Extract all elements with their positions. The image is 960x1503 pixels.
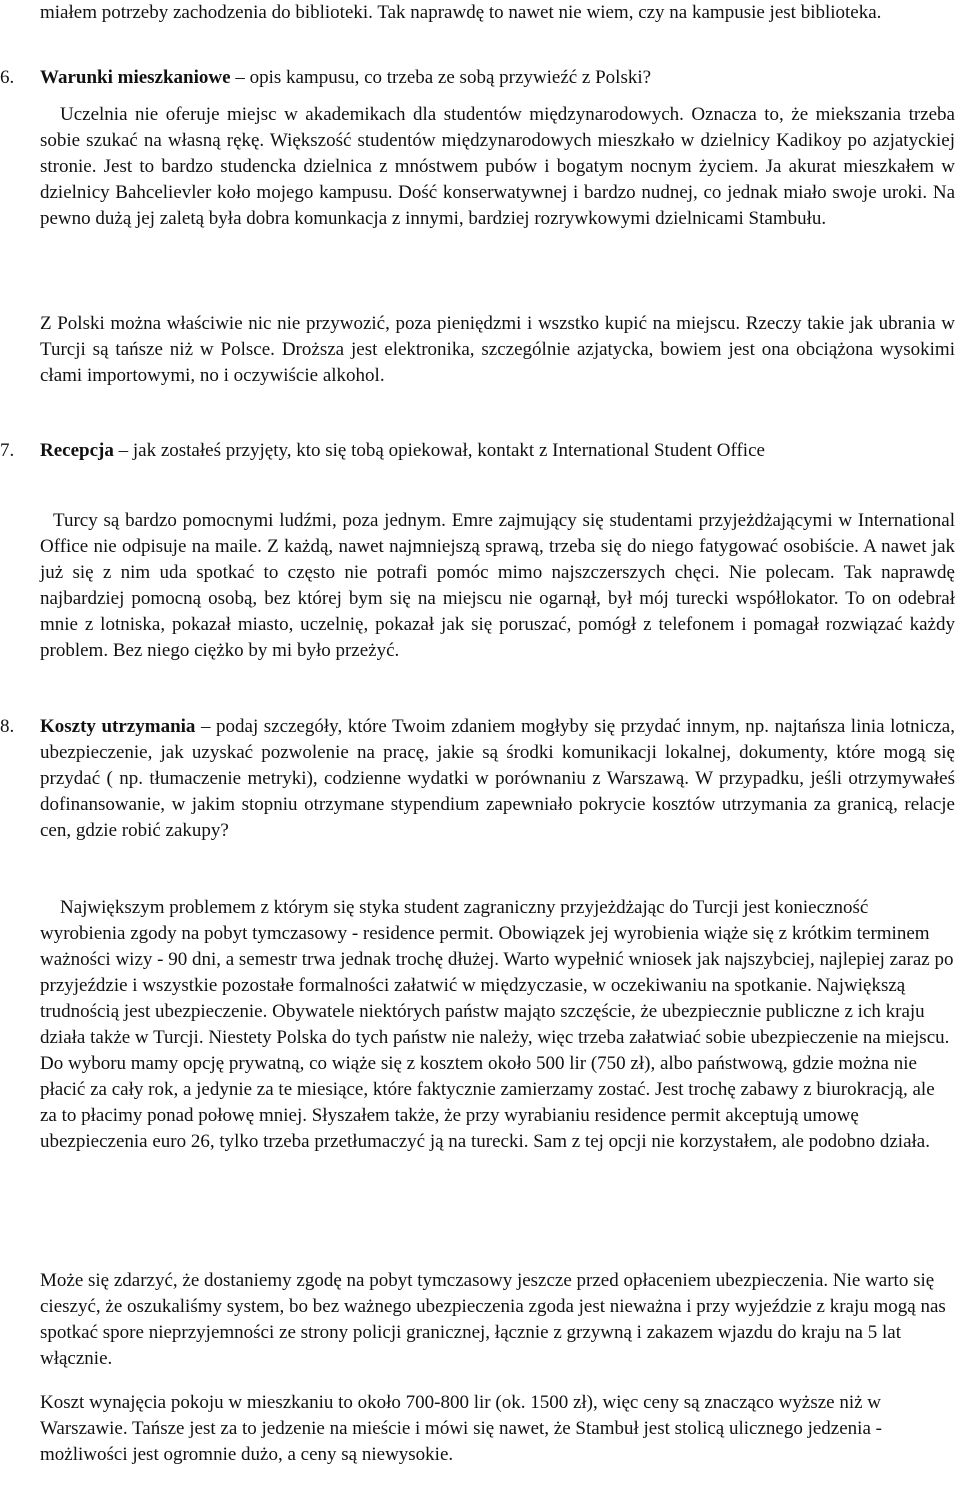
paragraph-insurance-warning: Może się zdarzyć, że dostaniemy zgodę na pobyt tymczasowy jeszcze przed opłaceniem ubezpieczenia. Nie warto się cieszyć, że oszukaliśmy system, bo bez ważnego ubezpieczenia zgoda jest nieważna i przy wyjeździe z kraju mogą nas spotkać spore nieprzyjemności ze strony policji granicznej, łącznie z grzywną i zakazem wjazdu do kraju na 5 lat włącznie. — [40, 1270, 946, 1369]
paragraph-what-to-bring: Z Polski można właściwie nic nie przywozić, poza pieniędzmi i wszstko kupić na miejscu. Rzeczy takie jak ubrania w Turcji są tańsze niż w Polsce. Droższa jest elektronika, szczególnie azjatycka, bowiem jest ona obciążona wysokimi cłami importowymi, no i oczywiście alkohol. — [40, 313, 955, 386]
section-prompt: – jak zostałeś przyjęty, kto się tobą opiekował, kontakt z International Student Office — [113, 440, 765, 461]
section-title: Warunki mieszkaniowe — [40, 67, 231, 88]
paragraph-intro: miałem potrzeby zachodzenia do biblioteki. Tak naprawdę to nawet nie wiem, czy na kampusie jest biblioteka. — [40, 2, 882, 23]
section-title: Recepcja — [40, 440, 114, 461]
paragraph-residence-permit: Największym problemem z którym się styka student zagraniczny przyjeżdżając do Turcji jest konieczność wyrobienia zgody na pobyt tymczasowy - residence permit. Obowiązek jej wyrobienia wiąże się z krótkim terminem ważności wizy - 90 dni, a semestr trwa jednak trochę dłużej. Warto wypełnić wniosek jak najszybciej, najlepiej zaraz po przyjeździe i wszystkie pozostałe formalności załatwić w międzyczasie, w oczekiwaniu na spotkanie. Największą trudnością jest ubezpieczenie. Obywatele niektórych państw mająto szczęście, że ubezpiecznie publiczne z ich kraju działa także w Turcji. Niestety Polska do tych państw nie należy, więc trzeba załatwiać sobie ubezpieczenie na miejscu. Do wyboru mamy opcję prywatną, co wiąże się z kosztem około 500 lir (750 zł), albo państwową, gdzie można nie płacić za cały rok, a jedynie za te miesiące, które faktycznie zamierzamy zostać. Jest trochę zabawy z biurokracją, ale za to płacimy ponad połowę mniej. Słyszałem także, że przy wyrabianiu residence permit akceptują umowę ubezpieczenia euro 26, tylko trzeba przetłumaczyć ją na turecki. Sam z tej opcji nie korzystałem, ale podobno działa. — [40, 897, 954, 1152]
paragraph-living-costs: Koszt wynajęcia pokoju w mieszkaniu to około 700-800 lir (ok. 1500 zł), więc ceny są znacząco wyższe niż w Warszawie. Tańsze jest za to jedzenie na mieście i mówi się nawet, że Stambuł jest stolicą ulicznego jedzenia - możliwości jest ogromnie dużo, a ceny są niewysokie. — [40, 1392, 882, 1465]
section-prompt: – podaj szczegóły, które Twoim zdaniem mogłyby się przydać innym, np. najtańsza linia lotnicza, ubezpieczenie, jak uzyskać pozwolenie na pracę, jakie są środki komunikacji lokalnej, dokumenty, które mogą się przydać ( np. tłumaczenie metryki), codzienne wydatki w porównaniu z Warszawą. W przypadku, jeśli otrzymywałeś dofinansowanie, w jakim stopniu otrzymane stypendium zapewniało pokrycie kosztów utrzymania za granicą, relacje cen, gdzie robić zakupy? — [40, 716, 955, 841]
section-number: 7. — [0, 440, 15, 461]
paragraph-housing: Uczelnia nie oferuje miejsc w akademikach dla studentów międzynarodowych. Oznacza to, że miekszania trzeba sobie szukać na własną rękę. Większość studentów międzynarodowych mieszkało w dzielnicy Kadikoy po azjatyckiej stronie. Jest to bardzo studencka dzielnica z mnóstwem pubów i bogatym nocnym życiem. Ja akurat mieszkałem w dzielnicy Bahcelievler koło mojego kampusu. Dość konserwatywnej i bardzo nudnej, co jednak miało swoje uroki. Na pewno dużą jej zaletą była dobra komunkacja z innymi, bardziej rozrywkowymi dzielnicami Stambułu. — [40, 104, 955, 229]
section-number: 6. — [0, 67, 15, 88]
section-number: 8. — [0, 716, 15, 737]
section-prompt: – opis kampusu, co trzeba ze sobą przywieźć z Polski? — [230, 67, 652, 88]
section-title: Koszty utrzymania — [40, 716, 196, 737]
paragraph-reception: Turcy są bardzo pomocnymi ludźmi, poza jednym. Emre zajmujący się studentami przyjeżdżającymi w International Office nie odpisuje na maile. Z każdą, nawet najmniejszą sprawą, trzeba się do niego fatygować osobiście. A nawet jak już się z nim uda spotkać to często nie potrafi pomóc mimo najszczerszych chęci. Nie polecam. Tak naprawdę najbardziej pomocną osobą, bez której bym się na miejscu nie ogarnął, był mój turecki współlokator. To on odebrał mnie z lotniska, pokazał miasto, uczelnię, pokazał jak się poruszać, pomógł z telefonem i pomagał rozwiązać każdy problem. Bez niego ciężko by mi było przeżyć. — [40, 510, 955, 661]
